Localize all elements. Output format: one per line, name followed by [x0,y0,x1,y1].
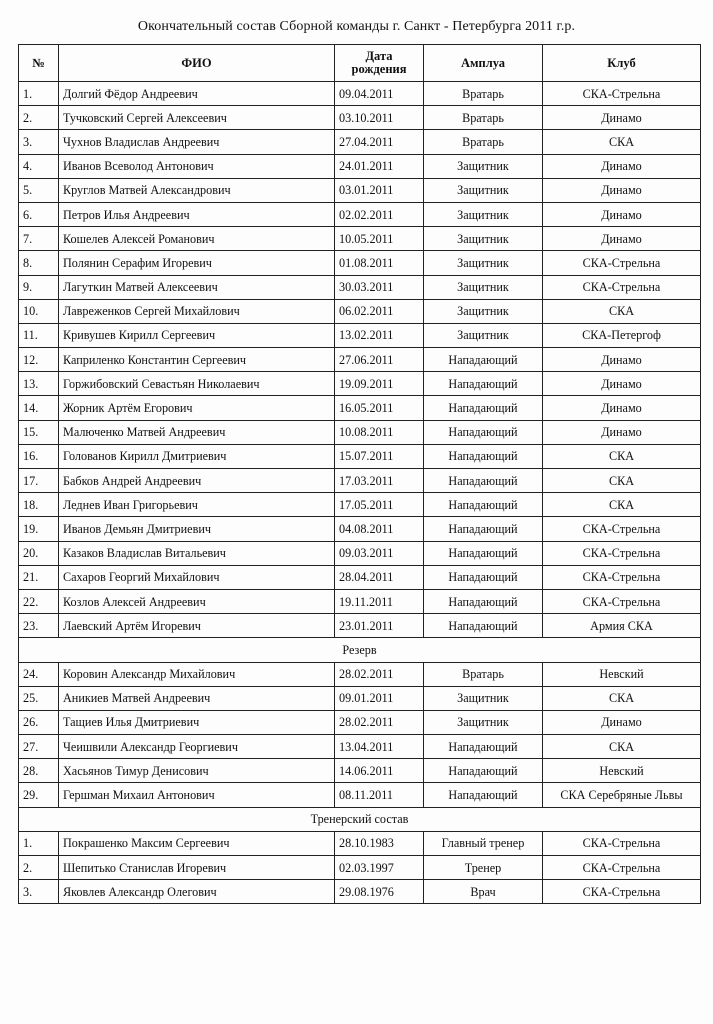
cell-name: Каприленко Константин Сергеевич [59,348,335,372]
cell-name: Лавреженков Сергей Михайлович [59,299,335,323]
section-coaches-label: Тренерский состав [19,807,701,831]
cell-number: 8. [19,251,59,275]
cell-club: СКА [543,469,701,493]
section-coaches-row [19,807,701,831]
cell-club: Динамо [543,202,701,226]
cell-number: 29. [19,783,59,807]
table-row [19,275,701,299]
cell-role: Нападающий [424,759,543,783]
roster-body [19,82,701,904]
cell-role: Защитник [424,202,543,226]
cell-role: Нападающий [424,541,543,565]
table-row [19,396,701,420]
cell-birth-date: 09.01.2011 [335,686,424,710]
cell-role: Главный тренер [424,831,543,855]
cell-birth-date: 19.09.2011 [335,372,424,396]
table-row [19,662,701,686]
table-row [19,154,701,178]
cell-birth-date: 15.07.2011 [335,444,424,468]
table-row [19,517,701,541]
cell-name: Коровин Александр Михайлович [59,662,335,686]
cell-role: Нападающий [424,348,543,372]
cell-club: СКА-Стрельна [543,856,701,880]
cell-name: Кривушев Кирилл Сергеевич [59,323,335,347]
cell-name: Горжибовский Севастьян Николаевич [59,372,335,396]
cell-name: Кошелев Алексей Романович [59,227,335,251]
cell-number: 26. [19,710,59,734]
cell-club: СКА [543,735,701,759]
cell-club: СКА-Стрельна [543,251,701,275]
cell-birth-date: 16.05.2011 [335,396,424,420]
cell-role: Врач [424,880,543,904]
cell-name: Голованов Кирилл Дмитриевич [59,444,335,468]
cell-name: Леднев Иван Григорьевич [59,493,335,517]
cell-role: Нападающий [424,444,543,468]
cell-number: 1. [19,82,59,106]
cell-club: СКА-Стрельна [543,880,701,904]
cell-number: 4. [19,154,59,178]
table-row [19,783,701,807]
cell-birth-date: 03.01.2011 [335,178,424,202]
cell-birth-date: 27.04.2011 [335,130,424,154]
cell-birth-date: 28.10.1983 [335,831,424,855]
cell-name: Долгий Фёдор Андреевич [59,82,335,106]
cell-name: Иванов Демьян Дмитриевич [59,517,335,541]
header-club: Клуб [543,45,701,82]
table-row [19,202,701,226]
cell-birth-date: 10.05.2011 [335,227,424,251]
cell-club: СКА [543,299,701,323]
cell-birth-date: 30.03.2011 [335,275,424,299]
cell-role: Защитник [424,154,543,178]
table-row [19,420,701,444]
cell-role: Вратарь [424,662,543,686]
table-row [19,106,701,130]
cell-number: 18. [19,493,59,517]
cell-club: Динамо [543,106,701,130]
cell-number: 20. [19,541,59,565]
cell-name: Жорник Артём Егорович [59,396,335,420]
cell-birth-date: 28.02.2011 [335,710,424,734]
cell-club: СКА-Стрельна [543,541,701,565]
cell-number: 16. [19,444,59,468]
cell-number: 9. [19,275,59,299]
cell-birth-date: 02.02.2011 [335,202,424,226]
cell-club: Динамо [543,178,701,202]
cell-number: 2. [19,856,59,880]
cell-role: Нападающий [424,372,543,396]
cell-number: 2. [19,106,59,130]
cell-name: Петров Илья Андреевич [59,202,335,226]
cell-role: Защитник [424,323,543,347]
cell-name: Покрашенко Максим Сергеевич [59,831,335,855]
table-row [19,856,701,880]
cell-birth-date: 29.08.1976 [335,880,424,904]
cell-name: Тучковский Сергей Алексеевич [59,106,335,130]
document-title: Окончательный состав Сборной команды г. Санкт - Петербурга 2011 г.р. [137,19,576,34]
cell-number: 15. [19,420,59,444]
cell-role: Нападающий [424,469,543,493]
cell-number: 7. [19,227,59,251]
cell-number: 13. [19,372,59,396]
cell-number: 24. [19,662,59,686]
cell-role: Нападающий [424,565,543,589]
cell-number: 12. [19,348,59,372]
cell-club: Динамо [543,227,701,251]
cell-role: Нападающий [424,589,543,613]
cell-birth-date: 04.08.2011 [335,517,424,541]
table-row [19,299,701,323]
table-row [19,493,701,517]
cell-role: Защитник [424,178,543,202]
cell-role: Нападающий [424,396,543,420]
cell-birth-date: 14.06.2011 [335,759,424,783]
cell-name: Аникиев Матвей Андреевич [59,686,335,710]
cell-name: Гершман Михаил Антонович [59,783,335,807]
cell-name: Шепитько Станислав Игоревич [59,856,335,880]
cell-birth-date: 23.01.2011 [335,614,424,638]
cell-birth-date: 03.10.2011 [335,106,424,130]
cell-role: Тренер [424,856,543,880]
table-row [19,469,701,493]
cell-role: Вратарь [424,106,543,130]
table-row [19,589,701,613]
cell-name: Козлов Алексей Андреевич [59,589,335,613]
table-row [19,348,701,372]
cell-birth-date: 08.11.2011 [335,783,424,807]
cell-club: СКА [543,686,701,710]
cell-club: СКА-Стрельна [543,82,701,106]
cell-club: СКА-Стрельна [543,517,701,541]
cell-role: Защитник [424,710,543,734]
cell-name: Бабков Андрей Андреевич [59,469,335,493]
cell-name: Лагуткин Матвей Алексеевич [59,275,335,299]
cell-club: Невский [543,759,701,783]
cell-club: Динамо [543,396,701,420]
cell-birth-date: 01.08.2011 [335,251,424,275]
table-row [19,541,701,565]
cell-birth-date: 19.11.2011 [335,589,424,613]
cell-birth-date: 06.02.2011 [335,299,424,323]
cell-number: 22. [19,589,59,613]
cell-birth-date: 13.04.2011 [335,735,424,759]
section-reserve-label: Резерв [19,638,701,662]
cell-role: Защитник [424,251,543,275]
table-row [19,251,701,275]
table-row [19,82,701,106]
cell-club: Динамо [543,154,701,178]
cell-club: СКА [543,493,701,517]
cell-club: СКА [543,444,701,468]
cell-role: Вратарь [424,130,543,154]
cell-birth-date: 28.02.2011 [335,662,424,686]
header-num: № [19,45,59,82]
table-row [19,444,701,468]
cell-name: Малюченко Матвей Андреевич [59,420,335,444]
table-row [19,759,701,783]
table-row [19,831,701,855]
cell-role: Нападающий [424,420,543,444]
cell-number: 23. [19,614,59,638]
section-reserve-row [19,638,701,662]
cell-birth-date: 24.01.2011 [335,154,424,178]
table-row [19,178,701,202]
cell-name: Сахаров Георгий Михайлович [59,565,335,589]
cell-number: 25. [19,686,59,710]
cell-number: 11. [19,323,59,347]
cell-club: СКА [543,130,701,154]
cell-club: СКА-Стрельна [543,565,701,589]
header-role: Амплуа [424,45,543,82]
cell-role: Защитник [424,227,543,251]
cell-club: Армия СКА [543,614,701,638]
cell-name: Полянин Серафим Игоревич [59,251,335,275]
cell-name: Лаевский Артём Игоревич [59,614,335,638]
table-row [19,686,701,710]
table-row [19,565,701,589]
cell-club: СКА-Петергоф [543,323,701,347]
cell-number: 14. [19,396,59,420]
cell-role: Нападающий [424,783,543,807]
cell-number: 3. [19,130,59,154]
table-row [19,227,701,251]
cell-birth-date: 27.06.2011 [335,348,424,372]
cell-name: Чухнов Владислав Андреевич [59,130,335,154]
cell-birth-date: 02.03.1997 [335,856,424,880]
cell-club: Динамо [543,420,701,444]
roster-table [18,44,701,904]
cell-role: Защитник [424,299,543,323]
cell-name: Иванов Всеволод Антонович [59,154,335,178]
cell-birth-date: 09.04.2011 [335,82,424,106]
cell-name: Хасьянов Тимур Денисович [59,759,335,783]
cell-role: Нападающий [424,493,543,517]
cell-birth-date: 17.03.2011 [335,469,424,493]
cell-club: Невский [543,662,701,686]
cell-number: 6. [19,202,59,226]
cell-name: Чеишвили Александр Георгиевич [59,735,335,759]
table-row [19,130,701,154]
table-row [19,710,701,734]
cell-birth-date: 10.08.2011 [335,420,424,444]
cell-club: Динамо [543,372,701,396]
cell-role: Вратарь [424,82,543,106]
cell-club: СКА-Стрельна [543,831,701,855]
cell-number: 27. [19,735,59,759]
cell-club: Динамо [543,710,701,734]
cell-club: СКА Серебряные Львы [543,783,701,807]
cell-club: СКА-Стрельна [543,275,701,299]
cell-name: Яковлев Александр Олегович [59,880,335,904]
cell-number: 21. [19,565,59,589]
cell-role: Защитник [424,686,543,710]
table-header-row [19,45,701,82]
cell-number: 17. [19,469,59,493]
cell-role: Нападающий [424,614,543,638]
cell-birth-date: 09.03.2011 [335,541,424,565]
cell-number: 10. [19,299,59,323]
table-row [19,372,701,396]
cell-birth-date: 13.02.2011 [335,323,424,347]
cell-number: 5. [19,178,59,202]
cell-number: 3. [19,880,59,904]
cell-name: Тащиев Илья Дмитриевич [59,710,335,734]
cell-number: 1. [19,831,59,855]
header-date: Дата рождения [335,45,424,82]
cell-club: СКА-Стрельна [543,589,701,613]
cell-name: Казаков Владислав Витальевич [59,541,335,565]
cell-birth-date: 28.04.2011 [335,565,424,589]
table-row [19,880,701,904]
cell-number: 28. [19,759,59,783]
cell-name: Круглов Матвей Александрович [59,178,335,202]
cell-role: Защитник [424,275,543,299]
cell-role: Нападающий [424,735,543,759]
table-row [19,323,701,347]
table-row [19,614,701,638]
cell-birth-date: 17.05.2011 [335,493,424,517]
cell-number: 19. [19,517,59,541]
table-row [19,735,701,759]
cell-club: Динамо [543,348,701,372]
header-fio: ФИО [59,45,335,82]
cell-role: Нападающий [424,517,543,541]
